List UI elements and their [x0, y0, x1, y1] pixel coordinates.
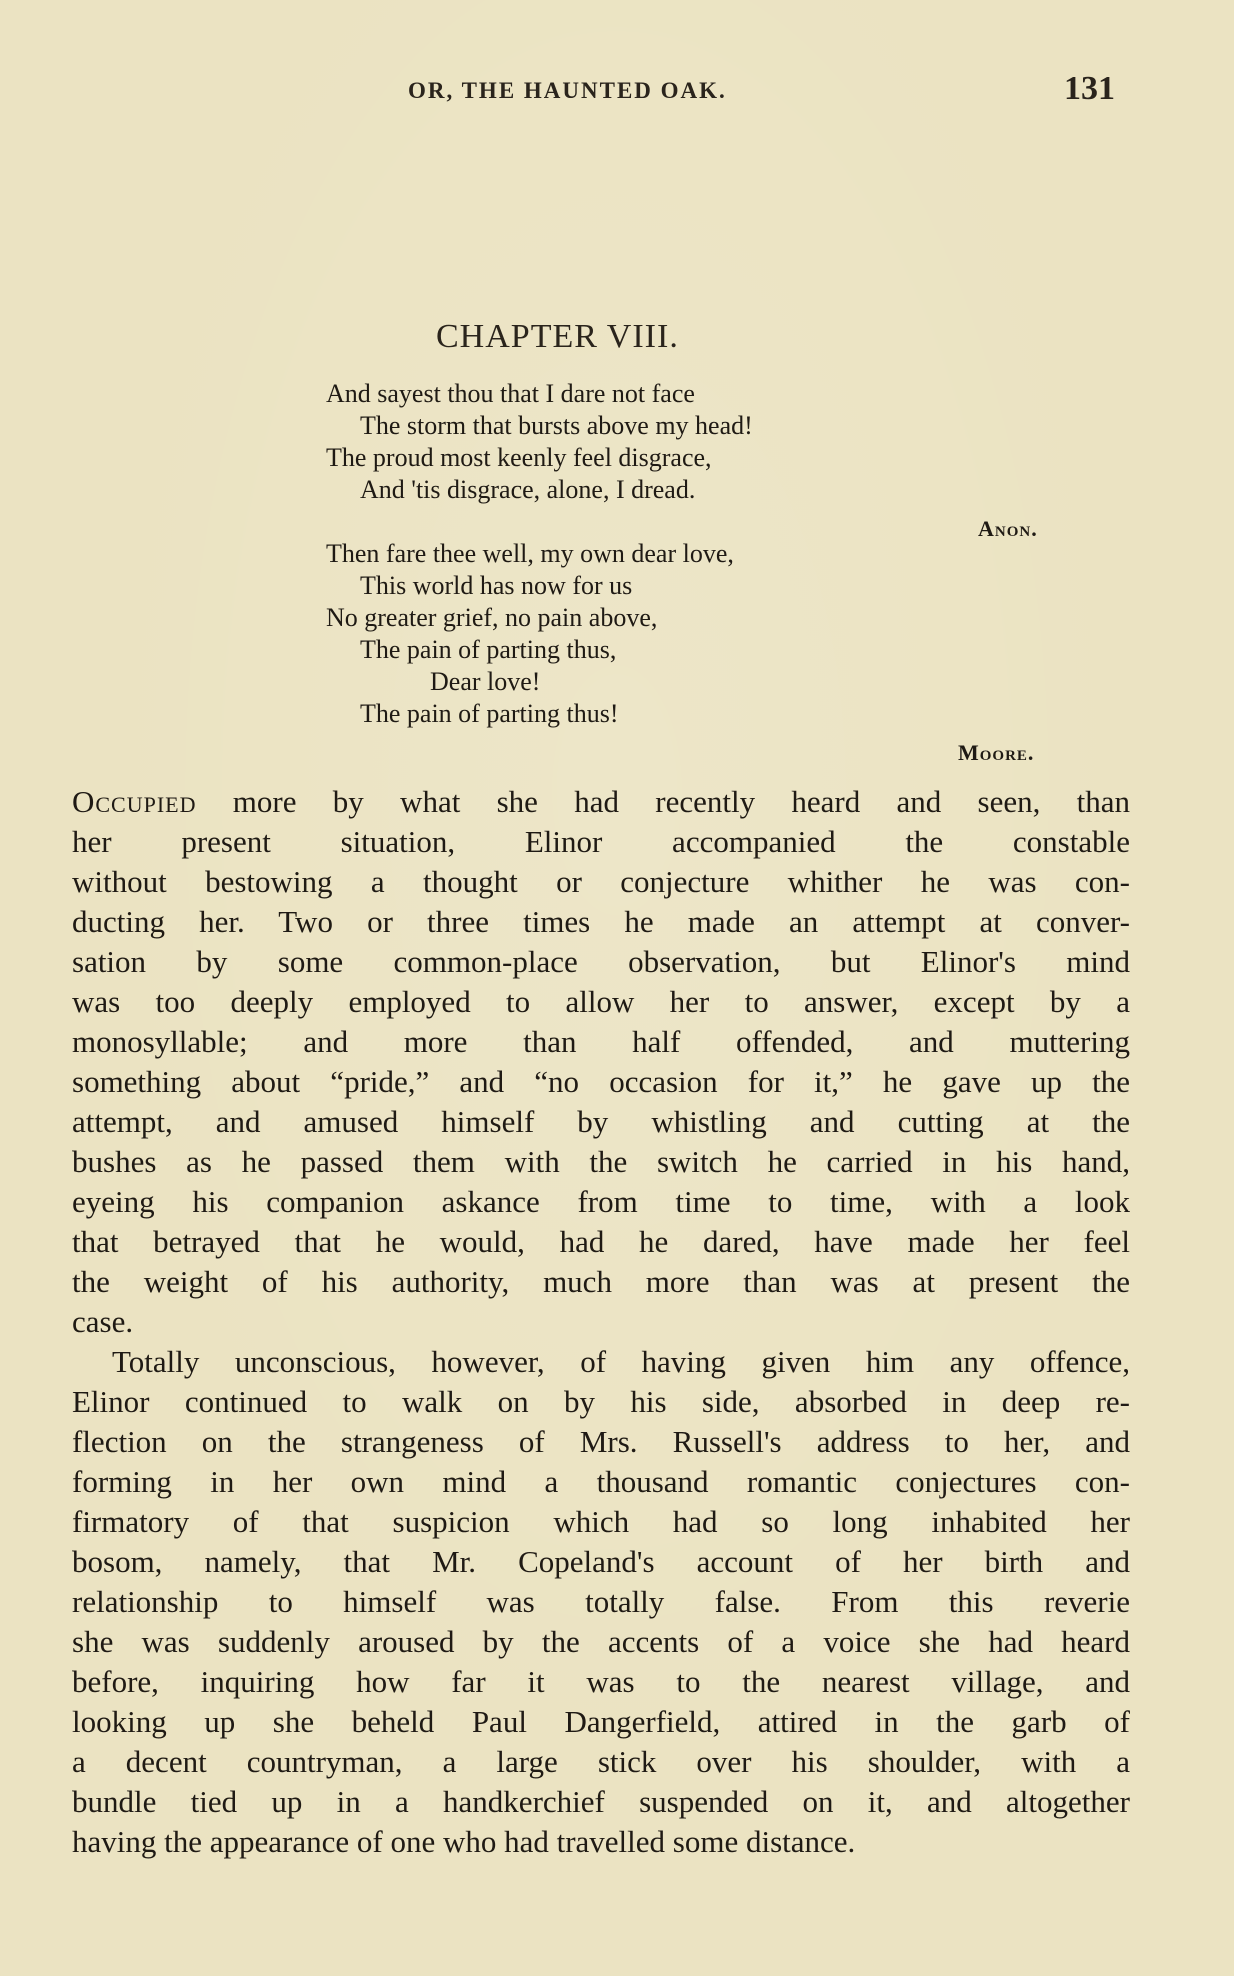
epigraph-1-attribution: Anon. — [978, 516, 1038, 541]
paragraph-1-lead-word: Occupied — [72, 784, 197, 819]
epigraph-2-line-1: Then fare thee well, my own dear love, — [326, 539, 734, 568]
paragraph-1-line-10: bushes as he passed them with the switch he carried in his hand, — [72, 1144, 1130, 1179]
paragraph-1-line-11: eyeing his companion askance from time to time, with a look — [72, 1184, 1130, 1219]
epigraph-2-line-2: This world has now for us — [360, 571, 633, 600]
paragraph-2-line-9: before, inquiring how far it was to the nearest village, and — [72, 1664, 1130, 1699]
paragraph-1-line-13: the weight of his authority, much more than was at present the — [72, 1264, 1130, 1299]
paragraph-2-line-3: flection on the strangeness of Mrs. Russell's address to her, and — [72, 1424, 1130, 1459]
paragraph-2-line-2: Elinor continued to walk on by his side, absorbed in deep re- — [72, 1384, 1130, 1419]
chapter-title: CHAPTER VIII. — [436, 318, 679, 355]
paragraph-1-line-3: without bestowing a thought or conjecture whither he was con- — [72, 864, 1130, 899]
paragraph-1-line-6: was too deeply employed to allow her to answer, except by a — [72, 984, 1130, 1019]
paragraph-1-line-4: ducting her. Two or three times he made an attempt at conver- — [72, 904, 1130, 939]
epigraph-2-attribution: Moore. — [958, 740, 1035, 765]
paragraph-2 — [72, 1342, 1130, 1862]
paragraph-1 — [72, 782, 1130, 1342]
paragraph-1-line-5: sation by some common-place observation, but Elinor's mind — [72, 944, 1130, 979]
epigraph-2-line-5: Dear love! — [430, 667, 541, 696]
paragraph-1-line-7: monosyllable; and more than half offended, and muttering — [72, 1024, 1130, 1059]
paragraph-1-line-14: case. — [72, 1304, 134, 1339]
paragraph-2-line-8: she was suddenly aroused by the accents of a voice she had heard — [72, 1624, 1130, 1659]
epigraph-1-line-1: And sayest thou that I dare not face — [326, 379, 695, 408]
paragraph-2-line-4: forming in her own mind a thousand romantic conjectures con- — [72, 1464, 1130, 1499]
paragraph-2-line-5: firmatory of that suspicion which had so long inhabited her — [72, 1504, 1130, 1539]
paragraph-2-line-1: Totally unconscious, however, of having given him any offence, — [112, 1344, 1130, 1379]
epigraph-1-line-4: And 'tis disgrace, alone, I dread. — [360, 475, 696, 504]
paragraph-1-line-1 — [72, 782, 1130, 822]
paragraph-1-line-12: that betrayed that he would, had he dared, have made her feel — [72, 1224, 1130, 1259]
epigraph-2-line-4: The pain of parting thus, — [360, 635, 617, 664]
running-head: OR, THE HAUNTED OAK. — [408, 78, 727, 103]
paragraph-1-text — [72, 782, 1130, 1342]
paragraph-2-line-11: a decent countryman, a large stick over his shoulder, with a — [72, 1744, 1130, 1779]
epigraph-2-line-6: The pain of parting thus! — [360, 699, 619, 728]
paragraph-2-line-12: bundle tied up in a handkerchief suspended on it, and altogether — [72, 1784, 1130, 1819]
paragraph-2-text — [72, 1342, 1130, 1862]
epigraph-2-line-3: No greater grief, no pain above, — [326, 603, 658, 632]
page-number: 131 — [1064, 70, 1115, 107]
paragraph-1-line-8: something about “pride,” and “no occasion for it,” he gave up the — [72, 1064, 1130, 1099]
paragraph-1-line-1-text: more by what she had recently heard and seen, than — [196, 784, 1130, 819]
epigraph-1-line-3: The proud most keenly feel disgrace, — [326, 443, 712, 472]
paragraph-2-line-6: bosom, namely, that Mr. Copeland's account of her birth and — [72, 1544, 1130, 1579]
paragraph-2-line-13: having the appearance of one who had travelled some distance. — [72, 1824, 856, 1859]
paragraph-2-line-7: relationship to himself was totally false. From this reverie — [72, 1584, 1130, 1619]
paragraph-1-line-2: her present situation, Elinor accompanied the constable — [72, 824, 1130, 859]
paragraph-2-line-10: looking up she beheld Paul Dangerfield, attired in the garb of — [72, 1704, 1130, 1739]
paragraph-1-line-9: attempt, and amused himself by whistling and cutting at the — [72, 1104, 1130, 1139]
epigraph-1-line-2: The storm that bursts above my head! — [360, 411, 753, 440]
